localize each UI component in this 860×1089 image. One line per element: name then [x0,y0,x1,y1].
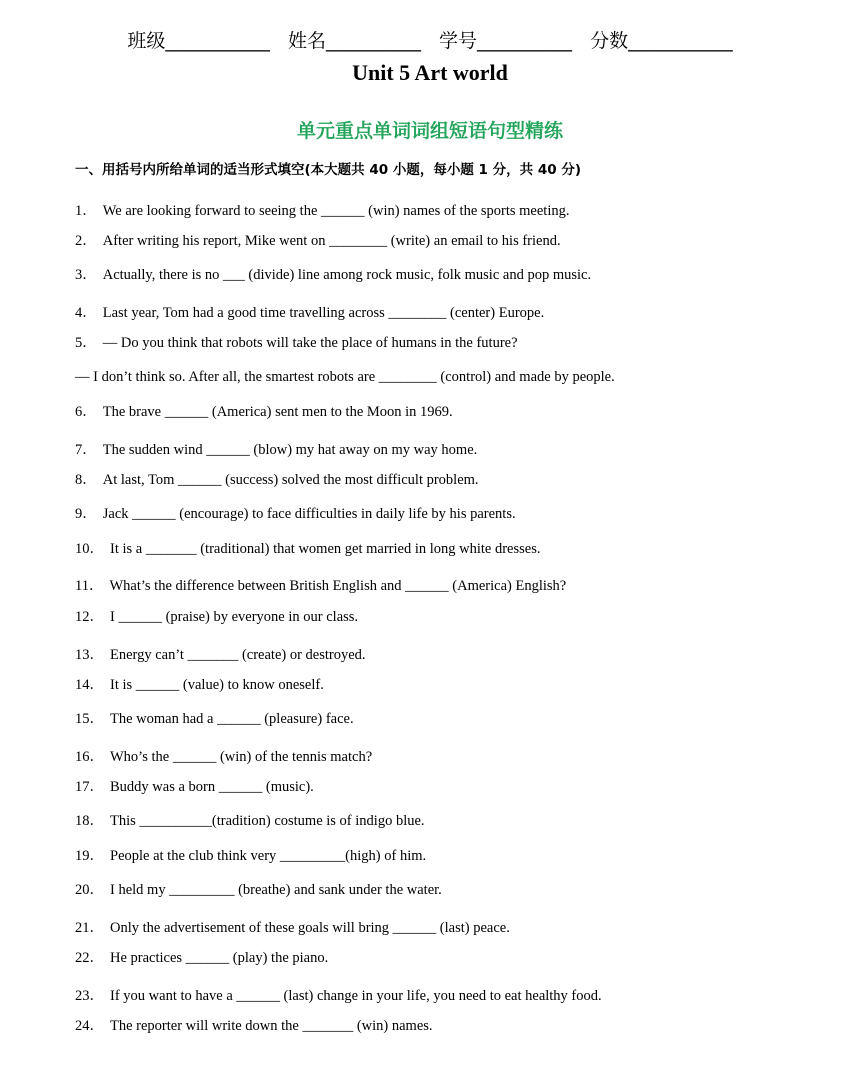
question-number: 5． [75,335,97,351]
question-number: 21． [75,920,104,936]
question-text: Jack ______ (encourage) to face difficulties in daily life by his parents. [102,506,516,522]
question-text: Actually, there is no ___ (divide) line among rock music, folk music and pop music. [102,267,592,283]
question-text: It is a _______ (traditional) that women get married in long white dresses. [110,541,541,557]
name-label: 姓名 [287,30,326,52]
question-text: If you want to have a ______ (last) change in your life, you need to eat healthy food. [110,988,602,1004]
question-item [75,946,328,967]
question-text: What’s the difference between British English and ______ (America) English? [109,578,567,594]
question-number: 22． [75,950,104,966]
question-text: He practices ______ (play) the piano. [110,950,329,966]
question-number: 14． [75,677,104,693]
score-field[interactable] [590,30,733,52]
question-item [75,1014,433,1035]
question-item [75,400,453,421]
name-blank: __________ [325,30,421,52]
question-text: Energy can’t _______ (create) or destroyed. [110,647,366,663]
question-item [75,775,314,796]
question-text: — I don’t think so. After all, the smartest robots are ________ (control) and made by people. [75,369,615,385]
question-item [75,844,426,865]
question-number: 6． [75,404,97,420]
question-item [75,199,570,220]
question-number: 4． [75,305,97,321]
question-number: 16． [75,749,104,765]
question-item [75,574,566,595]
question-number: 3． [75,267,97,283]
question-number: 1． [75,203,97,219]
question-number: 8． [75,472,97,488]
question-text: — Do you think that robots will take the place of humans in the future? [102,335,518,351]
question-text: The sudden wind ______ (blow) my hat away on my way home. [102,442,478,458]
question-text: Last year, Tom had a good time travelling across ________ (center) Europe. [102,305,545,321]
question-item [75,707,354,728]
question-number: 11． [75,578,104,594]
question-item [75,537,540,558]
class-blank: ___________ [165,30,270,52]
question-number: 13． [75,647,104,663]
student-id-label: 学号 [439,30,478,52]
question-text: People at the club think very _________(high) of him. [110,848,427,864]
question-text: Who’s the ______ (win) of the tennis match? [110,749,373,765]
question-text: We are looking forward to seeing the ______ (win) names of the sports meeting. [102,203,570,219]
question-number: 24． [75,1018,104,1034]
question-number: 9． [75,506,97,522]
question-item [75,331,518,352]
question-item [75,878,442,899]
question-item [75,468,479,489]
question-item [75,809,425,830]
score-label: 分数 [590,30,629,52]
question-number: 2． [75,233,97,249]
question-text: Buddy was a born ______ (music). [110,779,314,795]
question-item [75,916,510,937]
question-text: I ______ (praise) by everyone in our class. [110,609,359,625]
student-id-blank: __________ [477,30,573,52]
question-text: The reporter will write down the _______ (win) names. [110,1018,433,1034]
question-number: 7． [75,442,97,458]
question-item [75,984,602,1005]
question-number: 10． [75,541,104,557]
question-item [75,229,561,250]
question-number: 20． [75,882,104,898]
class-label: 班级 [127,30,166,52]
question-number: 15． [75,711,104,727]
question-text: The brave ______ (America) sent men to the Moon in 1969. [102,404,453,420]
question-text: It is ______ (value) to know oneself. [110,677,324,693]
question-text: I held my _________ (breathe) and sank under the water. [110,882,442,898]
question-text: After writing his report, Mike went on ________ (write) an email to his friend. [102,233,561,249]
question-number: 23． [75,988,104,1004]
question-text: The woman had a ______ (pleasure) face. [110,711,354,727]
score-blank: ___________ [628,30,733,52]
question-text: Only the advertisement of these goals will bring ______ (last) peace. [110,920,510,936]
question-number: 17． [75,779,104,795]
question-number: 18． [75,813,104,829]
question-item [75,673,324,694]
question-item [75,301,544,322]
student-info-line [0,26,860,53]
section-heading: 一、用括号内所给单词的适当形式填空(本大题共 40 小题，每小题 1 分，共 40 分) [75,162,582,178]
question-item [75,369,615,386]
name-field[interactable] [288,30,421,52]
question-item [75,745,372,766]
question-item [75,263,591,284]
question-text: This __________(tradition) costume is of indigo blue. [110,813,425,829]
question-item [75,438,477,459]
student-id-field[interactable] [439,30,572,52]
question-item [75,643,366,664]
page-subtitle: 单元重点单词词组短语句型精练 [296,120,563,142]
page-title: Unit 5 Art world [352,60,508,85]
question-number: 19． [75,848,104,864]
question-item [75,605,358,626]
question-item [75,502,516,523]
question-number: 12． [75,609,104,625]
class-field[interactable] [127,30,270,52]
question-text: At last, Tom ______ (success) solved the most difficult problem. [102,472,479,488]
